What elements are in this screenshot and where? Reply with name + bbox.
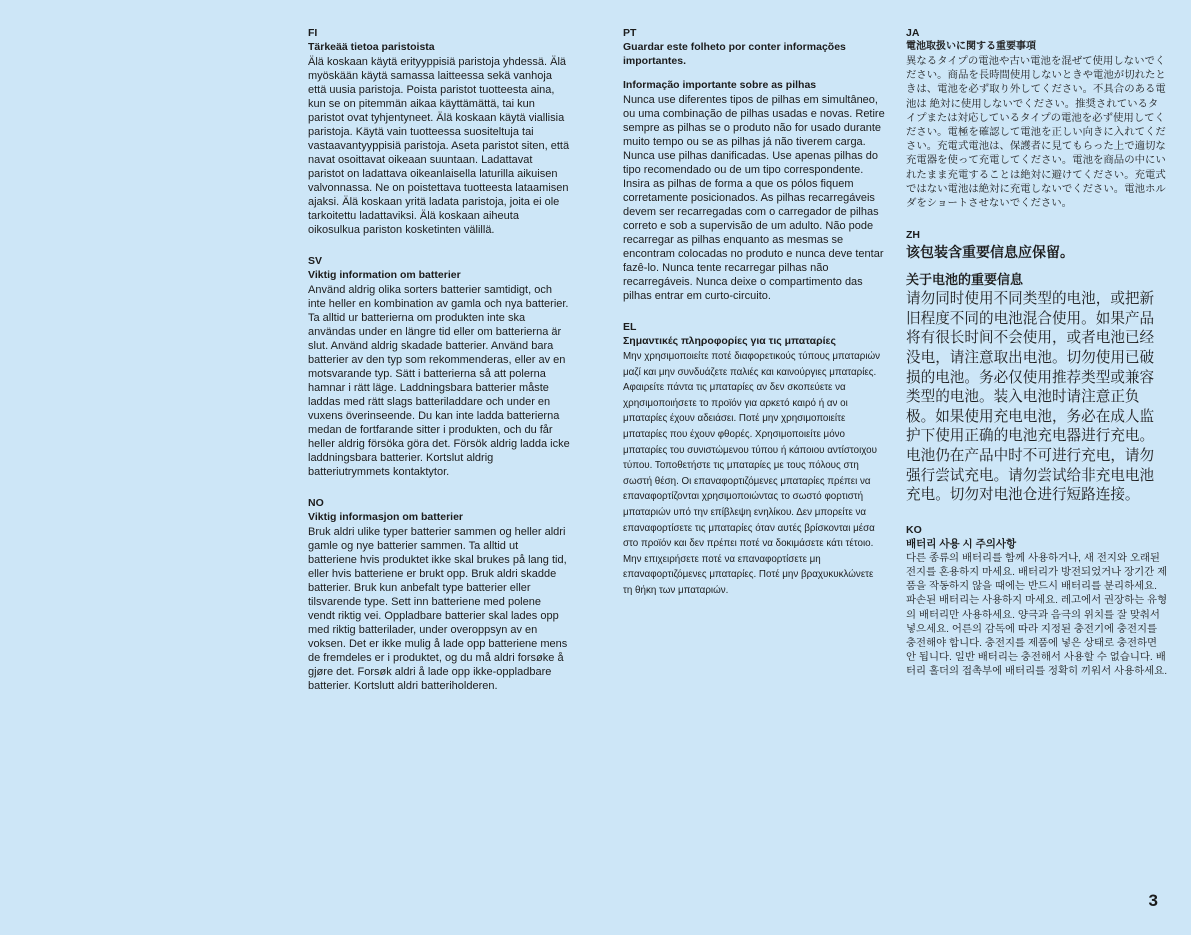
section-ko	[906, 523, 1168, 680]
heading-ja: 電池取扱いに関する重要事項	[906, 41, 1036, 52]
lang-code-el: EL	[623, 321, 637, 333]
heading-pt: Guardar este folheto por conter informações importantes.	[623, 41, 846, 67]
section-no	[308, 496, 570, 693]
body-ja: 異なるタイプの電池や古い電池を混ぜて使用しないでください。商品を長時間使用しないときや電池が切れたときは、電池を必ず取り外してください。不具合のある電池は 絶対に使用しないでください。推奨されているタイプまたは対応しているタイプの電池を必ず使用してください。電極を確認して電池を正しい向きに入れてください。充電式電池は、保護者に見てもらった上で適切な充電器を使って充電してください。電池を商品の中にいれたまま充電することは絶対に避けてください。充電式ではない電池は絶対に充電しないでください。電池ホルダをショートさせないでください。	[906, 56, 1166, 210]
section-sv	[308, 254, 570, 479]
column-left	[308, 26, 570, 710]
body-sv: Använd aldrig olika sorters batterier samtidigt, och inte heller en kombination av gamla och nya batterier. Ta alltid ur batterierna om produkten inte ska användas under en längre tid eller om batterierna är slut. Använd aldrig skadade batterier. Använd bara batterier av den typ som rekommenderas, eller av en motsvarande typ. Sätt i batterierna så att polerna hamnar i rätt läge. Laddningsbara batterier måste laddas med rätt slags batteriladdare och under en vuxens överinseende. Du kan inte ladda batterierna medan de fortfarande sitter i produkten, och du får heller aldrig försöka göra det. Försök aldrig ladda icke laddningsbara batterier. Kortslut aldrig batteriutrymmets kontaktytor.	[308, 284, 570, 478]
heading-el: Σημαντικές πληροφορίες για τις μπαταρίες	[623, 335, 836, 347]
heading-zh: 该包装含重要信息应保留。	[906, 244, 1074, 261]
section-el	[623, 320, 885, 599]
body-no: Bruk aldri ulike typer batterier sammen og heller aldri gamle og nye batterier sammen. Ta alltid ut batteriene hvis produktet ikke skal brukes på lang tid, eller hvis batteriene er brukt opp. Bruk aldri skadde batterier. Bruk kun anbefalt type batterier eller tilsvarende type. Sett inn batteriene med polene vendt riktig vei. Oppladbare batterier skal lades opp med riktig batterilader, under overoppsyn av en voksen. Det er ikke mulig å lade opp batteriene mens de fremdeles er i produktet, og du må aldri forsøke å gjøre det. Forsøk aldri å lade opp ikke-oppladbare batterier. Kortslutt aldri batteriholderen.	[308, 526, 568, 692]
lang-code-sv: SV	[308, 255, 323, 267]
lang-code-ja: JA	[906, 27, 920, 39]
subheading-zh: 关于电池的重要信息	[906, 272, 1024, 288]
body-fi: Älä koskaan käytä erityyppisiä paristoja yhdessä. Älä myöskään käytä samassa laitteessa sekä vanhoja että uusia paristoja. Poista paristot tuotteesta aina, kun se on pitemmän aikaa käyttämättä, tai kun paristot ovat tyhjentyneet. Älä koskaan käytä viallisia paristoja. Käytä vain tuotteessa suositeltuja tai vastaavantyyppisiä paristoja. Aseta paristot siten, että navat osoittavat oikeaan suuntaan. Ladattavat paristot on ladattava oikeanlaisella laturilla aikuisen valvonnassa. Ne on poistettava tuotteesta lataamisen ajaksi. Älä koskaan yritä ladata paristoja, joita ei ole tarkoitettu ladattaviksi. Älä koskaan aiheuta oikosulkua pariston kosketinten välillä.	[308, 56, 570, 236]
section-ja	[906, 26, 1168, 211]
lang-code-ko: KO	[906, 523, 922, 536]
section-zh	[906, 228, 1168, 506]
heading-fi: Tärkeää tietoa paristoista	[308, 41, 435, 53]
section-pt	[623, 26, 885, 303]
column-middle	[623, 26, 885, 616]
heading-no: Viktig informasjon om batterier	[308, 511, 464, 523]
body-zh: 请勿同时使用不同类型的电池，或把新旧程度不同的电池混合使用。如果产品将有很长时间不会使用，或者电池已经没电，请注意取出电池。切勿使用已破损的电池。务必仅使用推荐类型或兼容类型的电池。装入电池时请注意正负极。如果使用充电电池，务必在成人监护下使用正确的电池充电器进行充电。电池仍在产品中时不可进行充电，请勿强行尝试充电。请勿尝试给非充电电池充电。切勿对电池仓进行短路连接。	[906, 291, 1155, 504]
subheading-pt: Informação importante sobre as pilhas	[623, 79, 817, 91]
section-fi	[308, 26, 570, 237]
heading-ko: 배터리 사용 시 주의사항	[906, 537, 1017, 550]
body-el: Μην χρησιμοποιείτε ποτέ διαφορετικούς τύπους μπαταριών μαζί και μην συνδυάζετε παλιές και καινούργιες μπαταρίες. Αφαιρείτε πάντα τις μπαταρίες αν δεν σκοπεύετε να χρησιμοποιήσετε το προϊόν για αρκετό καιρό ή αν οι μπαταρίες έχουν αδειάσει. Ποτέ μην χρησιμοποιείτε μπαταρίες που έχουν φθορές. Χρησιμοποιείτε μόνο μπαταρίες του συνιστώμενου τύπου ή κάποιου αντίστοιχου τύπου. Τοποθετήστε τις μπαταρίες με τους πόλους στη σωστή θέση. Οι επαναφορτιζόμενες μπαταρίες πρέπει να επαναφορτίζονται χρησιμοποιώντας το σωστό φορτιστή μπαταριών υπό την επίβλεψη ενηλίκου. Δεν μπορείτε να επαναφορτίσετε τις μπαταρίες όταν αυτές βρίσκονται μέσα στο προϊόν και δεν πρέπει ποτέ να δοκιμάσετε κάτι τέτοιο. Μην επιχειρήσετε ποτέ να επαναφορτίσετε μη επαναφορτιζόμενες μπαταρίες. Ποτέ μην βραχυκυκλώνετε τη θήκη των μπαταριών.	[623, 351, 881, 596]
column-right	[906, 26, 1168, 697]
lang-code-zh: ZH	[906, 229, 920, 242]
body-ko: 다른 종류의 배터리를 함께 사용하거나, 새 전지와 오래된 전지를 혼용하지 마세요. 배터리가 방전되었거나 장기간 제품을 작동하지 않을 때에는 반드시 배터리를 분리하세요. 파손된 배터리는 사용하지 마세요. 레고에서 권장하는 유형의 배터리만 사용하세요. 양극과 음극의 위치를 잘 맞춰서 넣으세요. 어른의 감독에 따라 지정된 충전기에 충전지를 충전해야 합니다. 충전지를 제품에 넣은 상태로 충전하면 안 됩니다. 일반 배터리는 충전해서 사용할 수 없습니다. 배터리 홀더의 접촉부에 배터리를 정확히 끼워서 사용하세요.	[906, 552, 1168, 678]
page-number: 3	[1148, 891, 1158, 910]
lang-code-no: NO	[308, 497, 324, 509]
body-pt: Nunca use diferentes tipos de pilhas em simultâneo, ou uma combinação de pilhas usadas e novas. Retire sempre as pilhas se o produto não for usado durante muito tempo ou se as pilhas já não tiverem carga. Nunca use pilhas danificadas. Use apenas pilhas do tipo recomendado ou de um tipo correspondente. Insira as pilhas de forma a que os pólos fiquem corretamente posicionados. As pilhas recarregáveis devem ser recarregadas com o carregador de pilhas correto e sob a supervisão de um adulto. Não pode recarregar as pilhas enquanto as mesmas se encontram colocadas no produto e nunca deve tentar fazê-lo. Nunca tente recarregar pilhas não recarregáveis. Nunca deixe o compartimento das pilhas entrar em curto-circuito.	[623, 94, 885, 302]
heading-sv: Viktig information om batterier	[308, 269, 461, 281]
lang-code-fi: FI	[308, 27, 318, 39]
lang-code-pt: PT	[623, 27, 637, 39]
